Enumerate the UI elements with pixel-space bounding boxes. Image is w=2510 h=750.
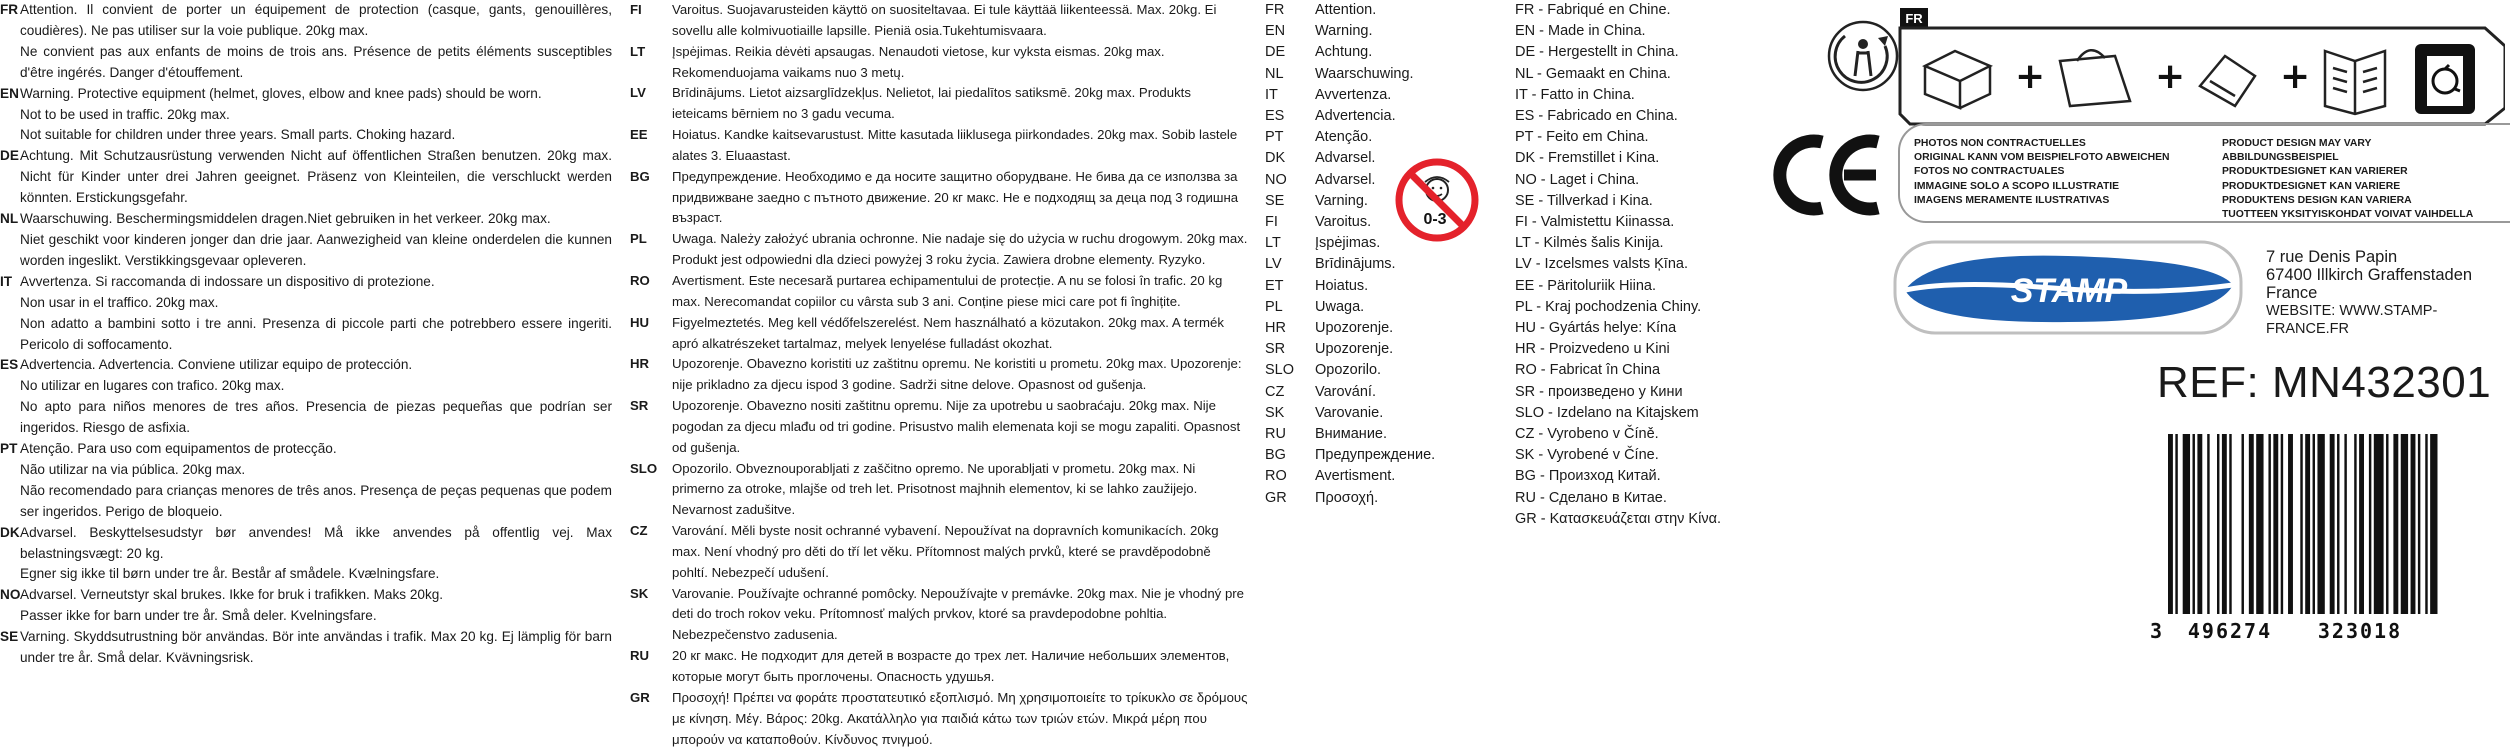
short-warning-row <box>1265 42 1470 63</box>
barcode-bar <box>2193 434 2195 614</box>
made-in-line: NL - Gemaakt en China. <box>1515 65 1671 82</box>
barcode-bar <box>2281 434 2283 614</box>
company-address <box>2266 248 2510 338</box>
disclaimer-line: PRODUKTENS DESIGN KAN VARIERA <box>2221 194 2412 206</box>
language-code: HR <box>1265 320 1286 337</box>
warning-paragraph <box>630 459 1248 522</box>
svg-text:+: + <box>2280 56 2311 97</box>
disclaimer-line: PRODUCT DESIGN MAY VARY <box>2221 138 2372 149</box>
language-code: FR <box>0 2 19 17</box>
disclaimer-right <box>2222 137 2510 221</box>
warning-text: Avertisment. Este necesară purtarea echipamentului de protecție. A nu se folosi în trafic. 20 kg max. Nerecomandat copiilor cu vârsta sub 3 ani. Conține piese mici care pot fi înghițite. <box>672 272 1223 309</box>
language-code: LT <box>630 43 646 59</box>
language-code: SR <box>1265 341 1286 358</box>
language-code <box>0 314 20 356</box>
warning-paragraph <box>0 209 612 230</box>
language-code: IT <box>1265 86 1278 103</box>
barcode-bar <box>2411 434 2416 614</box>
short-warning-row <box>1265 339 1470 360</box>
warning-paragraph <box>0 0 612 42</box>
warning-text: Egner sig ikke til børn under tre år. Består af smådele. Kvælningsfare. <box>20 566 440 582</box>
language-code <box>0 606 20 627</box>
warning-text: Προσοχή. <box>1315 489 1379 506</box>
language-code: SK <box>1265 404 1285 421</box>
language-code <box>0 42 20 84</box>
warning-text: Brīdinājums. <box>1315 256 1396 273</box>
made-in-line: RU - Сделано в Китае. <box>1515 489 1667 506</box>
language-code: FI <box>1265 214 1278 231</box>
made-in-line: BG - Произход Китай. <box>1515 468 1661 485</box>
triman-icon <box>1829 22 1897 90</box>
bag-icon <box>2060 50 2130 106</box>
language-code <box>0 564 20 585</box>
barcode-bar <box>2217 434 2219 614</box>
warning-paragraph <box>630 584 1248 647</box>
warning-text: Passer ikke for barn under tre år. Små deler. Kvelningsfare. <box>20 608 377 624</box>
barcode-right-digits: 323018 <box>2317 619 2403 643</box>
short-warning-row <box>1265 106 1470 127</box>
warning-text: Warning. Protective equipment (helmet, gloves, elbow and knee pads) should be worn. <box>20 85 542 101</box>
made-in-line: GR - Κατασκευάζεται στην Κίνα. <box>1515 510 1721 527</box>
barcode-bar <box>2418 434 2420 614</box>
barcode-bar <box>2354 434 2356 614</box>
warning-text: Hoiatus. Kandke kaitsevarustust. Mitte kasutada liiklusega piirkondades. 20kg max. Sobib lastele alates 3. Eluaastast. <box>672 127 1238 163</box>
warning-paragraph <box>630 83 1248 125</box>
warning-text: Avvertenza. Si raccomanda di indossare un dispositivo di protezione. <box>20 273 435 289</box>
language-code: BG <box>1265 447 1286 464</box>
short-warning-row <box>1265 276 1470 297</box>
short-warning-row <box>1265 64 1470 85</box>
warning-text: Waarschuwing. <box>1315 65 1414 82</box>
language-code: EN <box>1265 23 1286 40</box>
language-code: CZ <box>1265 383 1285 400</box>
made-in-line: DK - Fremstillet i Kina. <box>1515 150 1660 167</box>
barcode-bar <box>2268 434 2270 614</box>
address-line: 7 rue Denis Papin <box>2266 248 2398 266</box>
website-line: WEBSITE: WWW.STAMP-FRANCE.FR <box>2266 303 2438 337</box>
made-in-line: LT - Kilmės šalis Kinija. <box>1515 235 1664 252</box>
language-code: LT <box>1265 235 1281 252</box>
language-code: NO <box>1265 171 1287 188</box>
product-reference: REF: MN432301 <box>2157 358 2492 407</box>
recycle-badge-text: FR <box>1905 11 1923 26</box>
warning-paragraph <box>0 585 612 606</box>
warning-paragraph <box>0 42 612 84</box>
language-code: NO <box>0 587 21 603</box>
recycling-info-icon <box>1815 6 2505 126</box>
warning-paragraph <box>0 230 612 272</box>
barcode-bar <box>2430 434 2437 614</box>
language-code <box>0 105 20 126</box>
made-in-line: SR - произведено у Кини <box>1515 383 1683 400</box>
made-in-line: IT - Fatto in China. <box>1515 86 1635 103</box>
language-code: SLO <box>630 460 658 476</box>
warning-paragraph <box>0 146 612 209</box>
short-warning-row <box>1265 424 1470 445</box>
warning-text: Opozorilo. Obveznouporabljati z zaščitno opremo. Ne uporabljati v prometu. 20kg max. Ni primerno za otroke, mlajše od treh let. Prisotnost majhnih elementov, ki se lahko zaužijejo. Nevarnost zadušitve. <box>672 460 1198 518</box>
barcode-bar <box>2222 434 2227 614</box>
short-warning-row <box>1265 488 1470 509</box>
language-code: DK <box>0 524 20 540</box>
warning-text: Not suitable for children under three years. Small parts. Choking hazard. <box>20 127 456 143</box>
disclaimer-line: FOTOS NO CONTRACTUALES <box>1914 166 2065 178</box>
barcode-bar <box>2256 434 2263 614</box>
made-in-line: HU - Gyártás helye: Kína <box>1515 320 1677 337</box>
language-code: GR <box>630 689 650 705</box>
short-warnings-list <box>1265 0 1470 509</box>
warning-paragraph <box>0 355 612 376</box>
language-code: RU <box>1265 426 1286 443</box>
warning-paragraph <box>0 272 612 293</box>
disclaimer-line: IMAGENS MERAMENTE ILUSTRATIVAS <box>1914 194 2110 206</box>
barcode-bar <box>2369 434 2371 614</box>
barcode-bar <box>2273 434 2278 614</box>
warning-paragraph <box>0 481 612 523</box>
language-code: SR <box>630 398 649 414</box>
warning-paragraph <box>630 229 1248 271</box>
warning-text: Varning. Skyddsutrustning bör användas. Bör inte användas i trafik. Max 20 kg. Ej lämplig för barn under tre år. Små delar. Kvävningsrisk. <box>20 629 612 666</box>
language-code: GR <box>1265 489 1287 506</box>
warning-text: Įspėjimas. Reikia dėvėti apsaugas. Nenaudoti vietose, kur vyksta eismas. 20kg max. Rekomenduojama vaikams nuo 3 metų. <box>672 43 1165 80</box>
warning-paragraph <box>0 125 612 146</box>
language-code: HR <box>630 356 650 372</box>
warning-text: Įspėjimas. <box>1315 235 1381 252</box>
warning-paragraph <box>630 125 1248 167</box>
warning-text: Atenção. <box>1315 129 1373 146</box>
warning-paragraph <box>630 167 1248 230</box>
short-warning-row <box>1265 403 1470 424</box>
language-code <box>0 230 20 272</box>
made-in-line: DE - Hergestellt in China. <box>1515 44 1679 61</box>
warning-text: Предупреждение. Необходимо е да носите защитно оборудване. Не бива да се използва за придвижване заедно с пътното движение. 20 кг макс. Не е подходящ за деца под 3 годишна възраст. <box>672 168 1239 226</box>
warning-text: Opozorilo. <box>1315 362 1382 379</box>
warning-paragraph <box>630 354 1248 396</box>
barcode-bar <box>2207 434 2209 614</box>
barcode-bar <box>2393 434 2398 614</box>
language-code: EE <box>630 127 648 143</box>
made-in-line: SLO - Izdelano na Kitajskem <box>1515 404 1699 421</box>
disclaimer-line: ORIGINAL KANN VOM BEISPIELFOTO ABWEICHEN <box>1914 152 2170 164</box>
warning-text: Warning. <box>1315 23 1373 40</box>
ce-mark-text: CE <box>1760 130 1762 131</box>
warning-paragraph <box>0 376 612 397</box>
warning-text: No apto para niños menores de tres años. Presencia de piezas pequeñas que podrían ser ingeridos. Riesgo de asfixia. <box>20 399 612 436</box>
warning-text: Não utilizar na via pública. 20kg max. <box>20 461 246 477</box>
warning-text: Attention. <box>1315 2 1377 18</box>
language-code: SK <box>630 585 649 601</box>
barcode-bar <box>2168 434 2173 614</box>
barcode-bar <box>2386 434 2388 614</box>
made-in-line: EE - Päritoluriik Hiina. <box>1515 277 1657 294</box>
warnings-column-2 <box>630 0 1248 750</box>
warning-text: Varning. <box>1315 192 1368 209</box>
language-code: SE <box>0 629 19 645</box>
warning-paragraph <box>0 439 612 460</box>
warning-text: Ne convient pas aux enfants de moins de trois ans. Présence de petits éléments susceptibles d'être ingérés. Danger d'étouffement. <box>20 43 612 80</box>
warning-text: Non usar in el traffico. 20kg max. <box>20 294 219 310</box>
made-in-line: ES - Fabricado en China. <box>1515 108 1678 125</box>
made-in-list <box>1515 0 1815 530</box>
warning-text: Uwaga. Należy założyć ubrania ochronne. Nie nadaje się do użycia w ruchu drogowym. 20kg max. Produkt jest odpowiedni dla dzieci powyżej 3 roku życia. Zawiera drobne elementy. Ryzyko. <box>672 231 1248 268</box>
language-code: EN <box>0 85 19 101</box>
warning-text: Varovanie. Používajte ochranné pomôcky. Nepoužívajte v premávke. 20kg max. Nie je vhodný pre deti do troch rokov veku. Prítomnosť malých prvkov, ktoré sa pravdepodobne pohltia. Nebezpečenstvo zadusenia. <box>672 585 1244 643</box>
made-in-line: LV - Izcelsmes valsts Ķīna. <box>1515 256 1688 273</box>
not-for-under-3-icon <box>1395 158 1480 243</box>
warning-paragraph <box>630 271 1248 313</box>
warning-paragraph <box>630 646 1248 688</box>
language-code: PT <box>0 441 18 457</box>
warning-text: Advertencia. Advertencia. Conviene utilizar equipo de protección. <box>20 357 413 373</box>
warning-text: Hoiatus. <box>1315 277 1369 294</box>
warning-text: Upozorenje. <box>1315 341 1394 358</box>
made-in-line: FR - Fabriqué en Chine. <box>1515 2 1671 18</box>
short-warning-row <box>1265 297 1470 318</box>
warning-paragraph <box>630 42 1248 84</box>
language-code: HU <box>630 314 650 330</box>
short-warning-row <box>1265 360 1470 381</box>
language-code <box>0 293 20 314</box>
parts-icon <box>2200 56 2255 106</box>
made-in-line: FI - Valmistettu Kiinassa. <box>1515 214 1675 231</box>
warning-text: Achtung. <box>1315 44 1373 61</box>
made-in-line: PL - Kraj pochodzenia Chiny. <box>1515 298 1702 315</box>
warning-text: Uwaga. <box>1315 298 1365 315</box>
language-code: RO <box>630 272 650 288</box>
warning-text: No utilizar en lugares con trafico. 20kg max. <box>20 378 285 394</box>
barcode-bar <box>2401 434 2408 614</box>
language-code: ES <box>0 357 19 373</box>
barcode-bar <box>2374 434 2384 614</box>
svg-text:+: + <box>2155 56 2186 97</box>
language-code: PT <box>1265 129 1284 146</box>
disclaimer-line: ABBILDUNGSBEISPIEL <box>2221 152 2339 164</box>
barcode-bar <box>2359 434 2364 614</box>
language-code: LV <box>1265 256 1282 273</box>
made-in-line: HR - Proizvedeno u Kini <box>1515 341 1670 358</box>
language-code: BG <box>630 168 650 184</box>
made-in-line: CZ - Vyrobeno v Číně. <box>1515 426 1659 443</box>
language-code: ET <box>1265 277 1284 294</box>
warning-text: Предупреждение. <box>1315 447 1436 464</box>
language-code: LV <box>630 85 646 101</box>
warning-paragraph <box>0 460 612 481</box>
warning-text: Attention. Il convient de porter un équipement de protection (casque, gants, genouillères, coudières). Ne pas utiliser sur la voie publique. 20kg max. <box>20 2 612 38</box>
warning-text: Atenção. Para uso com equipamentos de protecção. <box>20 441 337 457</box>
warning-text: Upozorenje. Obavezno koristiti uz zaštitnu opremu. Ne koristiti u prometu. 20kg max. Upozorenje: nije prikladno za djecu ispod 3 godine. Sadrži sitne delove. Opasnost od gušenja. <box>672 356 1242 393</box>
warning-paragraph <box>0 84 612 105</box>
language-code <box>0 397 20 439</box>
warning-text: Varoitus. <box>1315 214 1372 231</box>
short-warning-row <box>1265 382 1470 403</box>
short-warning-row <box>1265 445 1470 466</box>
warning-paragraph <box>0 105 612 126</box>
address-line: 67400 Illkirch Graffenstaden <box>2266 266 2473 284</box>
warning-paragraph <box>0 397 612 439</box>
warning-text: Varování. Měli byste nosit ochranné vybavení. Nepoužívat na dopravních komunikacích. 20kg max. Není vhodný pro děti do tří let věku. Přítomnost malých prvků, které se pravděpodobně pohltí. Nebezpečí udušení. <box>672 523 1219 580</box>
language-code: FI <box>630 2 642 17</box>
warning-text: Varovanie. <box>1315 404 1384 421</box>
warning-text: Προσοχή! Πρέπει να φοράτε προστατευτικό εξοπλισμό. Μη χρησιμοποιείτε το τρίκυκλο σε δρόμους με κίνηση. Μέγ. Βάρος: 20kg. Ακατάλληλο για παιδιά κάτω των τριών ετών. Μικρά μέρη που μπορούν να καταποθούν. Κίνδυνος πνιγμού. <box>672 689 1248 747</box>
language-code <box>0 481 20 523</box>
warning-text: Varoitus. Suojavarusteiden käyttö on suositeltavaa. Ei tule käyttää liikenteessä. Max. 20kg. Ei sovellu alle kolmivuotiaille lapsille. Pieniä osia.Tukehtumisvaara. <box>672 2 1217 38</box>
barcode-bar <box>2313 434 2315 614</box>
short-warning-row <box>1265 254 1470 275</box>
disclaimer-line: TUOTTEEN YKSITYISKOHDAT VOIVAT VAIHDELLA <box>2221 209 2474 221</box>
warning-text: Avertisment. <box>1315 468 1396 485</box>
warning-text: Não recomendado para crianças menores de três anos. Presença de peças pequenas que podem ser ingeridos. Perigo de bloqueio. <box>20 482 612 519</box>
warning-text: Niet geschikt voor kinderen jonger dan drie jaar. Aanwezigheid van kleine onderdelen die kunnen worden ingeslikt. Verstikkingsgevaar opleveren. <box>20 231 612 268</box>
barcode-bar <box>2300 434 2302 614</box>
warning-text: Advarsel. Verneutstyr skal brukes. Ikke for bruk i trafikken. Maks 20kg. <box>20 587 444 603</box>
made-in-line: PT - Feito em China. <box>1515 129 1649 146</box>
warning-paragraph <box>630 688 1248 750</box>
warning-text: Advertencia. <box>1315 108 1396 125</box>
svg-text:+: + <box>2015 56 2046 97</box>
disclaimer-line: PHOTOS NON CONTRACTUELLES <box>1914 138 2086 149</box>
barcode-bar <box>2337 434 2339 614</box>
box-icon <box>1925 51 1990 108</box>
warning-text: Not to be used in traffic. 20kg max. <box>20 106 230 122</box>
made-in-line: EN - Made in China. <box>1515 23 1646 40</box>
language-code: SLO <box>1265 362 1295 379</box>
warnings-column-1 <box>0 0 612 669</box>
barcode-bar <box>2305 434 2310 614</box>
language-code: DK <box>1265 150 1286 167</box>
stamp-logo <box>1893 240 2243 335</box>
barcode-bar <box>2288 434 2293 614</box>
barcode-bar <box>2317 434 2324 614</box>
barcode-bar <box>2344 434 2346 614</box>
warning-paragraph <box>0 293 612 314</box>
warning-paragraph <box>630 521 1248 584</box>
age-badge-text: 0-3 <box>1423 211 1447 228</box>
warning-text: Achtung. Mit Schutzausrüstung verwenden Nicht auf öffentlichen Straßen benutzen. 20kg max. Nicht für Kinder unter drei Jahren geeignet. Präsenz von Kleinteilen, die verschluckt werden könnten. Erstickungsgefahr. <box>20 148 612 206</box>
photo-disclaimer-box <box>1898 123 2510 223</box>
language-code <box>0 460 20 481</box>
warning-paragraph <box>0 627 612 669</box>
warning-text: Brīdinājums. Lietot aizsarglīdzekļus. Nelietot, lai piedalītos satiksmē. 20kg max. Produkts ieteicams bērniem no 3 gadu vecuma. <box>672 85 1191 122</box>
language-code: RU <box>630 648 650 664</box>
ce-mark-icon <box>1760 130 1900 220</box>
warning-paragraph <box>630 396 1248 459</box>
warning-text: Figyelmeztetés. Meg kell védőfelszerelést. Nem használható a közutakon. 20kg max. A termék apró alkatrészeket tartalmaz, melyek lenyelése fulladást okozhat. <box>672 314 1224 351</box>
short-warning-row <box>1265 127 1470 148</box>
warning-text: Upozorenje. <box>1315 320 1394 337</box>
language-code: IT <box>0 273 13 289</box>
warning-text: Advarsel. Beskyttelsesudstyr bør anvendes! Må ikke anvendes på offentlig vej. Max belastningsvægt: 20 kg. <box>20 524 612 561</box>
language-code: PL <box>630 231 647 247</box>
warning-text: Non adatto a bambini sotto i tre anni. Presenza di piccole parti che potrebbero essere ingeriti. Pericolo di soffocamento. <box>20 315 612 352</box>
barcode-bar <box>2249 434 2254 614</box>
barcode <box>2140 430 2470 645</box>
barcode-bar <box>2242 434 2244 614</box>
warning-paragraph <box>630 313 1248 355</box>
disclaimer-line: PRODUKTDESIGNET KAN VARIERER <box>2221 166 2408 178</box>
barcode-bar <box>2183 434 2190 614</box>
short-warning-row <box>1265 318 1470 339</box>
recycle-bin-icon <box>2415 44 2475 114</box>
disclaimer-line: IMMAGINE SOLO A SCOPO ILLUSTRATIE <box>1914 180 2120 192</box>
warning-text: Waarschuwing. Beschermingsmiddelen dragen.Niet gebruiken in het verkeer. 20kg max. <box>20 211 551 227</box>
warning-text: Upozorenje. Obavezno nositi zaštitnu opremu. Nije za upotrebu u saobraćaju. 20kg max. Nije pogodan za djecu mlađu od tri godine. Prisustvo malih elemenata koji se mogu zapaliti. Opasnost od gušenja. <box>672 398 1241 455</box>
warning-paragraph <box>0 314 612 356</box>
language-code: NL <box>0 211 19 227</box>
language-code: SE <box>1265 192 1285 209</box>
made-in-line: SE - Tillverkad i Kina. <box>1515 192 1653 209</box>
barcode-bar <box>2175 434 2177 614</box>
disclaimer-left <box>1914 137 2222 221</box>
warning-paragraph <box>630 0 1248 42</box>
barcode-left-digits: 496274 <box>2187 619 2273 643</box>
language-code: NL <box>1265 65 1284 82</box>
made-in-line: RO - Fabricat în China <box>1515 362 1661 379</box>
barcode-bar <box>2425 434 2427 614</box>
leaflet-icon <box>2325 51 2385 114</box>
barcode-bar <box>2229 434 2231 614</box>
language-code: DE <box>1265 44 1286 61</box>
made-in-line: SK - Vyrobené v Číne. <box>1515 447 1659 464</box>
language-code: CZ <box>630 523 648 539</box>
short-warning-row <box>1265 466 1470 487</box>
brand-name: STAMP <box>2010 272 2128 310</box>
language-code <box>0 125 20 146</box>
short-warning-row <box>1265 0 1470 21</box>
language-code: ES <box>1265 108 1285 125</box>
warning-text: Advarsel. <box>1315 150 1376 167</box>
barcode-first-digit: 3 <box>2150 619 2163 643</box>
language-code: FR <box>1265 2 1285 18</box>
address-line: France <box>2266 284 2318 302</box>
barcode-bar <box>2197 434 2202 614</box>
warning-text: Advarsel. <box>1315 171 1376 188</box>
warning-text: 20 кг макс. Не подходит для детей в возрасте до трех лет. Наличие небольших элементов, которые могут быть проглочены. Опасность удушья. <box>672 648 1230 684</box>
language-code: RO <box>1265 468 1287 485</box>
disclaimer-line: PRODUKTDESIGNET KAN VARIERE <box>2221 180 2401 192</box>
made-in-line: NO - Laget i China. <box>1515 171 1640 188</box>
warning-paragraph <box>0 606 612 627</box>
language-code <box>0 376 20 397</box>
warning-text: Внимание. <box>1315 426 1388 443</box>
barcode-bar <box>2330 434 2335 614</box>
short-warning-row <box>1265 21 1470 42</box>
language-code: PL <box>1265 298 1283 315</box>
warning-text: Avvertenza. <box>1315 86 1392 103</box>
warning-paragraph <box>0 564 612 585</box>
short-warning-row <box>1265 85 1470 106</box>
language-code: DE <box>0 148 19 164</box>
warning-paragraph <box>0 523 612 565</box>
warning-text: Varování. <box>1315 383 1376 400</box>
